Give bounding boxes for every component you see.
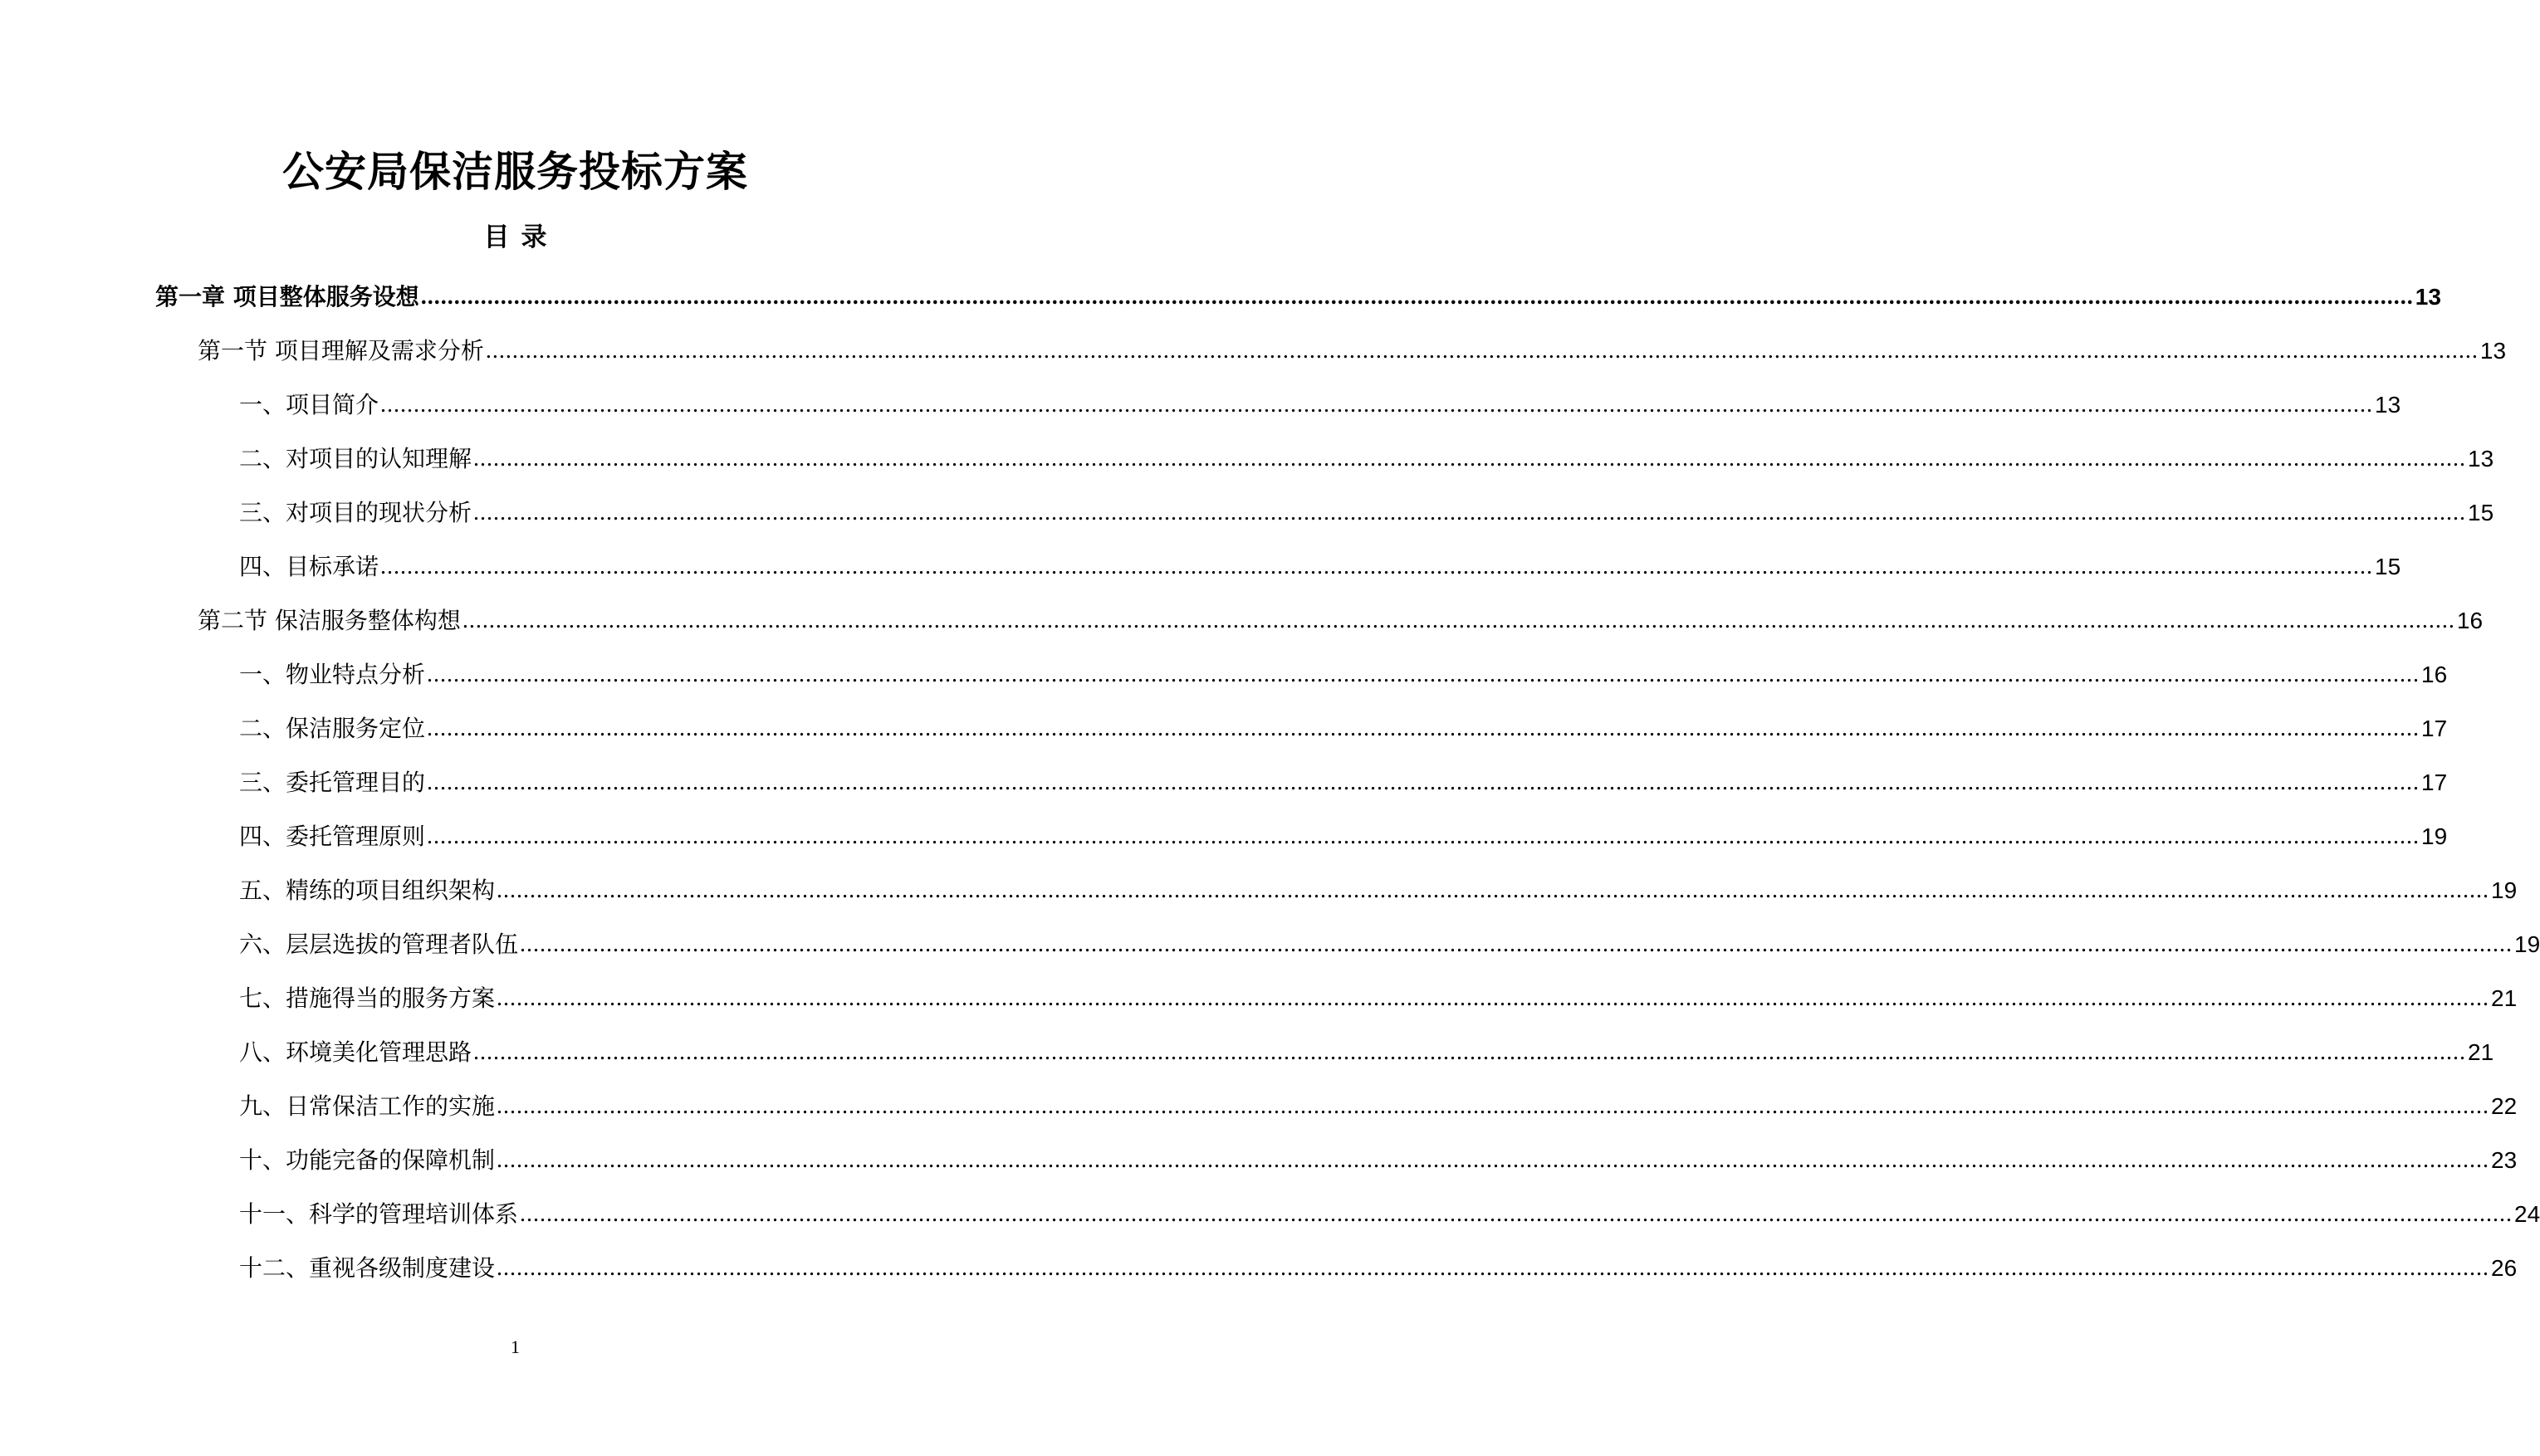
toc-entry-label: 四、委托管理原则: [239, 822, 426, 850]
toc-heading-text: 目录: [483, 222, 559, 252]
toc-entry-label: 第二节 保洁服务整体构想: [198, 606, 461, 634]
toc-entry-label: 五、精练的项目组织架构: [239, 876, 496, 904]
toc-leader-dots: ............................................................................................................................................................................................................................................................................................................: [380, 391, 2374, 418]
toc-entry-label: 七、措施得当的服务方案: [239, 984, 496, 1012]
toc-leader-dots: ............................................................................................................................................................................................................................................................................................................: [427, 715, 2420, 741]
toc-entry-item[interactable]: [0, 378, 2401, 432]
toc-entry-label: 十、功能完备的保障机制: [239, 1146, 496, 1174]
toc-entry-page: 17: [2421, 715, 2448, 741]
toc-leader-dots: ............................................................................................................................................................................................................................................................................................................: [427, 823, 2420, 849]
toc-entry-label: 四、目标承诺: [239, 552, 379, 580]
toc-leader-dots: ............................................................................................................................................................................................................................................................................................................: [473, 445, 2467, 471]
toc-leader-dots: ............................................................................................................................................................................................................................................................................................................: [473, 499, 2467, 525]
toc-entry-label: 二、对项目的认知理解: [239, 444, 472, 472]
toc-leader-dots: ............................................................................................................................................................................................................................................................................................................: [427, 661, 2420, 687]
toc-entry-label: 第一章 项目整体服务设想: [155, 282, 419, 310]
toc-entry-chapter-1[interactable]: [0, 270, 2441, 324]
toc-entry-page: 24: [2514, 1200, 2540, 1227]
toc-entry-item[interactable]: [0, 1079, 2518, 1133]
toc-leader-dots: ............................................................................................................................................................................................................................................................................................................: [520, 931, 2513, 957]
toc-leader-dots: ............................................................................................................................................................................................................................................................................................................: [497, 1254, 2490, 1281]
toc-entry-label: 三、对项目的现状分析: [239, 498, 472, 526]
toc-entry-page: 13: [2375, 391, 2401, 418]
toc-leader-dots: ............................................................................................................................................................................................................................................................................................................: [520, 1200, 2513, 1227]
toc-leader-dots: ............................................................................................................................................................................................................................................................................................................: [420, 283, 2414, 310]
toc-entry-item[interactable]: [0, 486, 2494, 540]
toc-entry-page: 21: [2491, 985, 2518, 1011]
toc-entry-label: 一、物业特点分析: [239, 660, 426, 688]
toc-entry-item[interactable]: [0, 432, 2494, 486]
toc-leader-dots: ............................................................................................................................................................................................................................................................................................................: [497, 877, 2490, 903]
toc-leader-dots: ............................................................................................................................................................................................................................................................................................................: [485, 337, 2479, 364]
toc-entry-label: 十二、重视各级制度建设: [239, 1253, 496, 1282]
toc-entry-page: 19: [2514, 931, 2540, 957]
toc-entry-page: 19: [2421, 823, 2448, 849]
toc-entry-page: 15: [2468, 499, 2494, 525]
toc-leader-dots: ............................................................................................................................................................................................................................................................................................................: [497, 985, 2490, 1011]
toc-entry-item[interactable]: [0, 971, 2518, 1025]
toc-entry-item[interactable]: [0, 1133, 2518, 1187]
toc-leader-dots: ............................................................................................................................................................................................................................................................................................................: [473, 1038, 2467, 1065]
table-of-contents: [0, 270, 2540, 1295]
toc-entry-item[interactable]: [0, 540, 2401, 594]
toc-entry-page: 16: [2456, 607, 2484, 633]
toc-entry-item[interactable]: [0, 1025, 2494, 1079]
toc-entry-page: 13: [2415, 283, 2441, 310]
toc-entry-label: 六、层层选拔的管理者队伍: [239, 930, 519, 958]
toc-entry-label: 三、委托管理目的: [239, 768, 426, 796]
toc-entry-label: 二、保洁服务定位: [239, 714, 426, 742]
toc-entry-page: 13: [2479, 337, 2507, 364]
toc-leader-dots: ............................................................................................................................................................................................................................................................................................................: [380, 553, 2374, 579]
toc-entry-item[interactable]: [0, 1241, 2518, 1295]
toc-entry-item[interactable]: [0, 647, 2448, 701]
toc-entry-label: 十一、科学的管理培训体系: [239, 1199, 519, 1228]
toc-entry-label: 九、日常保洁工作的实施: [239, 1092, 496, 1120]
toc-leader-dots: ............................................................................................................................................................................................................................................................................................................: [497, 1146, 2490, 1173]
toc-entry-item[interactable]: [0, 755, 2448, 809]
toc-entry-item[interactable]: [0, 701, 2448, 755]
toc-entry-page: 17: [2421, 769, 2448, 795]
toc-leader-dots: ............................................................................................................................................................................................................................................................................................................: [497, 1092, 2490, 1119]
toc-entry-item[interactable]: [0, 917, 2540, 971]
toc-entry-item[interactable]: [0, 1187, 2540, 1241]
toc-entry-item[interactable]: [0, 863, 2518, 917]
toc-entry-page: 13: [2468, 445, 2494, 471]
document-title: 公安局保洁服务投标方案: [282, 148, 748, 196]
toc-entry-page: 22: [2491, 1092, 2518, 1119]
toc-entry-label: 八、环境美化管理思路: [239, 1038, 472, 1066]
toc-entry-page: 15: [2375, 553, 2401, 579]
toc-entry-page: 26: [2491, 1254, 2518, 1281]
toc-entry-item[interactable]: [0, 809, 2448, 863]
toc-leader-dots: ............................................................................................................................................................................................................................................................................................................: [462, 607, 2455, 633]
toc-entry-page: 19: [2491, 877, 2518, 903]
toc-entry-label: 一、项目简介: [239, 390, 379, 418]
toc-heading: [0, 221, 1030, 254]
toc-entry-section-2[interactable]: [0, 594, 2484, 647]
page-number: 1: [511, 1336, 520, 1357]
toc-entry-page: 23: [2491, 1146, 2518, 1173]
toc-leader-dots: ............................................................................................................................................................................................................................................................................................................: [427, 769, 2420, 795]
toc-entry-page: 16: [2421, 661, 2448, 687]
toc-entry-page: 21: [2468, 1038, 2494, 1065]
toc-entry-section-1[interactable]: [0, 324, 2507, 378]
toc-entry-label: 第一节 项目理解及需求分析: [198, 336, 484, 364]
